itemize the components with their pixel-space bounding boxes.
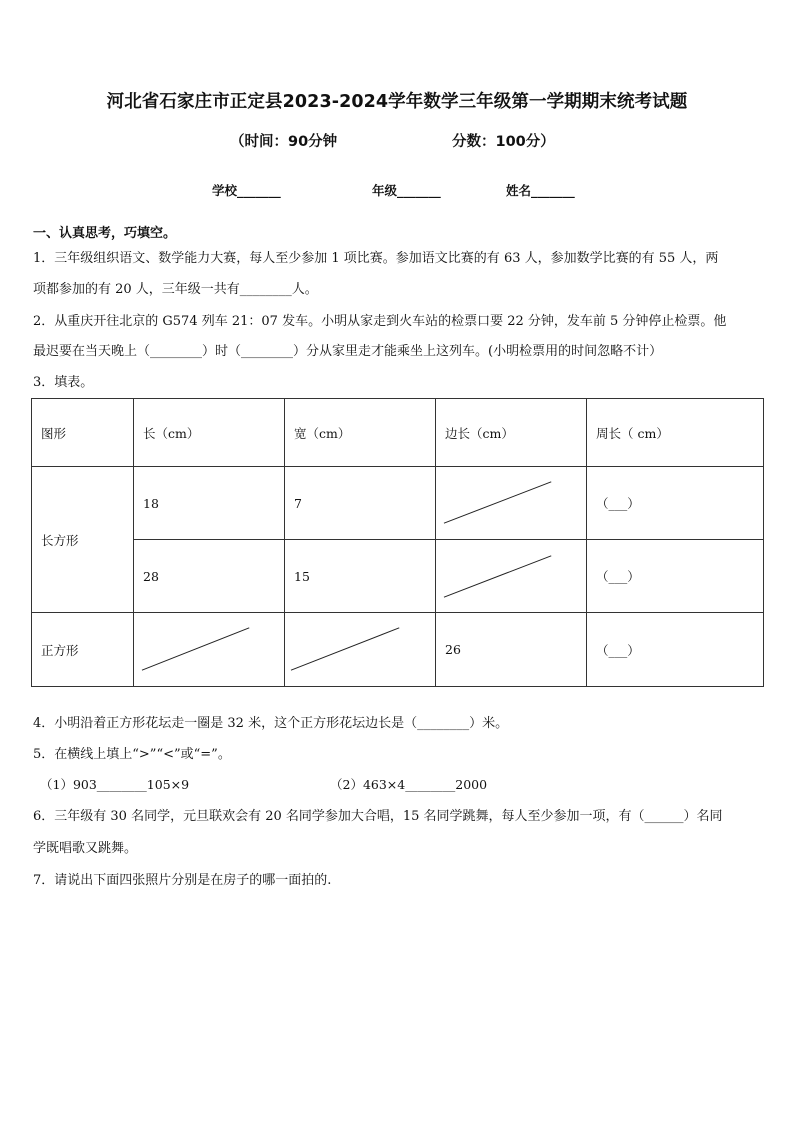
square-length-slash — [134, 613, 285, 687]
row2-perimeter-blank[interactable]: （___） — [587, 540, 764, 613]
question-2-line1: 2．从重庆开往北京的 G574 列车 21：07 发车。小明从家走到火车站的检票口要 22 分钟，发车前 5 分钟停止检票。他 — [33, 314, 727, 329]
question-1-line2: 项都参加的有 20 人，三年级一共有________人。 — [33, 282, 318, 297]
rectangle-label: 长方形 — [32, 467, 134, 613]
school-field: 学校_______ — [212, 183, 281, 198]
row1-width: 7 — [285, 467, 436, 540]
page-title: 河北省石家庄市正定县2023-2024学年数学三年级第一学期期末统考试题 — [106, 92, 688, 112]
header-width: 宽（cm） — [285, 399, 436, 467]
question-5-part2: （2）463×4________2000 — [330, 777, 488, 792]
square-label: 正方形 — [32, 613, 134, 687]
question-3-label: 3．填表。 — [33, 375, 94, 390]
name-field: 姓名_______ — [506, 183, 575, 198]
row1-perimeter-blank[interactable]: （___） — [587, 467, 764, 540]
question-2-line2: 最迟要在当天晚上（________）时（________）分从家里走才能乘坐上这列车。(小明检票用的时间忽略不计） — [33, 344, 663, 359]
section-heading: 一、认真思考，巧填空。 — [33, 226, 177, 241]
question-1-line1: 1．三年级组织语文、数学能力大赛，每人至少参加 1 项比赛。参加语文比赛的有 63 人，参加数学比赛的有 55 人，两 — [33, 251, 719, 266]
row1-side-slash — [436, 467, 587, 540]
header-perimeter: 周长（ cm） — [587, 399, 764, 467]
square-perimeter-blank[interactable]: （___） — [587, 613, 764, 687]
question-5-label: 5．在横线上填上“>”“<”或“=”。 — [33, 747, 231, 762]
question-7: 7．请说出下面四张照片分别是在房子的哪一面拍的. — [33, 873, 332, 888]
square-side: 26 — [436, 613, 587, 687]
question-6-line2: 学既唱歌又跳舞。 — [33, 841, 138, 856]
header-shape: 图形 — [32, 399, 134, 467]
row2-length: 28 — [134, 540, 285, 613]
header-side: 边长（cm） — [436, 399, 587, 467]
row2-side-slash — [436, 540, 587, 613]
exam-time: （时间：90分钟 — [230, 134, 338, 150]
fill-table — [31, 398, 764, 687]
exam-score: 分数：100分） — [452, 134, 555, 150]
header-length: 长（cm） — [134, 399, 285, 467]
row2-width: 15 — [285, 540, 436, 613]
grade-field: 年级_______ — [372, 183, 441, 198]
question-5-part1: （1）903________105×9 — [40, 777, 190, 792]
square-width-slash — [285, 613, 436, 687]
question-4: 4．小明沿着正方形花坛走一圈是 32 米，这个正方形花坛边长是（________）米。 — [33, 716, 509, 731]
question-6-line1: 6．三年级有 30 名同学，元旦联欢会有 20 名同学参加大合唱，15 名同学跳舞，每人至少参加一项，有（______）名同 — [33, 809, 723, 824]
row1-length: 18 — [134, 467, 285, 540]
